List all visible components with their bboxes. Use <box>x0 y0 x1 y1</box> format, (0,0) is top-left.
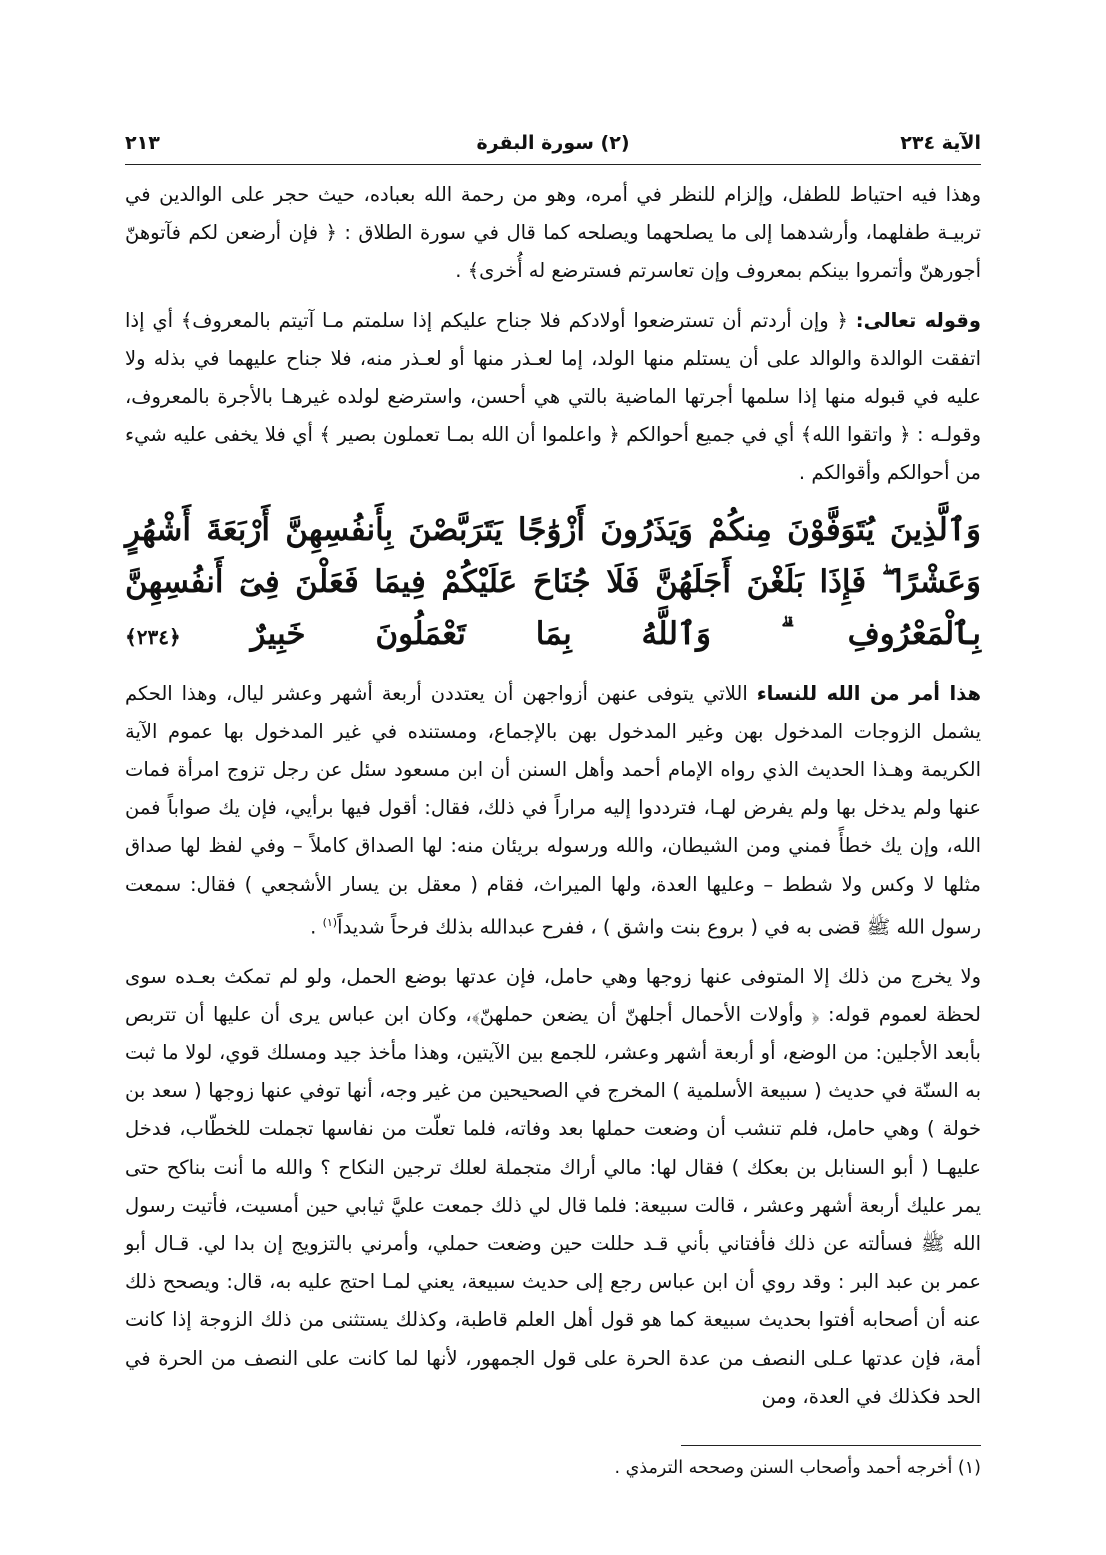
paragraph-2 <box>125 302 981 493</box>
verse-number: ﴿٢٣٤﴾ <box>125 624 181 649</box>
page-header <box>125 126 981 160</box>
page-number: ٢١٣ <box>125 132 160 154</box>
header-surah-title: (٢) سورة البقرة <box>476 132 630 154</box>
paragraph-2-lead: وقوله تعالى: <box>855 308 981 332</box>
quran-verse <box>125 504 981 663</box>
paragraph-2-text: ﴿ وإن أردتم أن تسترضعوا أولادكم فلا جناح عليكم إذا سلمتم مـا آتيتم بالمعروف﴾ أي إذا اتفقت الوالدة والوالد على أن يستلم منها الولد، إما لعـذر منها أو لعـذر منه، فلا جناح عليهما في بذله ولا عليه في قبوله منها إذا سلمها أجرتها الماضية بالتي هي أحسن، واسترضع لولده غيرهـا بالأجرة بالمعروف، وقولـه : ﴿ واتقوا الله﴾ أي في جميع أحوالكم ﴿ واعلموا أن الله بمـا تعملون بصير ﴾ أي فلا يخفى عليه شيء من أحوالكم وأقوالكم . <box>125 308 981 485</box>
page-body <box>125 176 981 1427</box>
header-rule <box>125 164 981 165</box>
quran-verse-text: وَٱلَّذِينَ يُتَوَفَّوْنَ مِنكُمْ وَيَذَرُونَ أَزْوَٰجًا يَتَرَبَّصْنَ بِأَنفُسِهِنَّ أَرْبَعَةَ أَشْهُرٍ وَعَشْرًا ۖ فَإِذَا بَلَغْنَ أَجَلَهُنَّ فَلَا جُنَاحَ عَلَيْكُمْ فِيمَا فَعَلْنَ فِىٓ أَنفُسِهِنَّ بِٱلْمَعْرُوفِ ۗ وَٱللَّهُ بِمَا تَعْمَلُونَ خَبِيرٌ <box>125 511 981 652</box>
paragraph-1: وهذا فيه احتياط للطفل، وإلزام للنظر في أمره، وهو من رحمة الله بعباده، حيث حجر على الوالدين في تربيـة طفلهما، وأرشدهما إلى ما يصلحهما ويصلحه كما قال في سورة الطلاق : ﴿ فإن أرضعن لكم فآتوهنّ أجورهنّ وأتمروا بينكم بمعروف وإن تعاسرتم فسترضع له أُخرى﴾ . <box>125 183 981 283</box>
footnote: (١) أخرجه أحمد وأصحاب السنن وصححه الترمذي . <box>614 1458 981 1478</box>
paragraph-3-text: اللاتي يتوفى عنهن أزواجهن أن يعتددن أربعة أشهر وعشر ليال، وهذا الحكم يشمل الزوجات المدخول بهن وغير المدخول بهن بالإجماع، ومستنده في غير المدخول بها عموم الآية الكريمة وهـذا الحديث الذي رواه الإمام أحمد وأهل السنن أن ابن مسعود سئل عن رجل تزوج امرأة فمات عنها ولم يدخل بها ولم يفرض لهـا، فترددوا إليه مراراً في ذلك، فقال: أقول فيها برأيي، فإن يك صواباً فمن الله، وإن يك خطأً فمني ومن الشيطان، والله ورسوله بريئان منه: لها الصداق كاملاً – وفي لفظ لها صداق مثلها لا وكس ولا شطط – وعليها العدة، ولها الميراث، فقام ( معقل بن يسار الأشجعي ) فقال: سمعت رسول الله ﷺ قضى به في ( بروع بنت واشق ) ، ففرح عبدالله بذلك فرحاً شديداً <box>125 681 981 939</box>
paragraph-4: ولا يخرج من ذلك إلا المتوفى عنها زوجها وهي حامل، فإن عدتها بوضع الحمل، ولو لم تمكث بعـده سوى لحظة لعموم قوله: ﴿ وأولات الأحمال أجلهنّ أن يضعن حملهنّ﴾، وكان ابن عباس يرى أن عليها أن تتربص بأبعد الأجلين: من الوضع، أو أربعة أشهر وعشر، للجمع بين الآيتين، وهذا مأخذ جيد ومسلك قوي، لولا ما ثبت به السنّة في حديث ( سبيعة الأسلمية ) المخرج في الصحيحين من غير وجه، أنها توفي عنها زوجها ( سعد بن خولة ) وهي حامل، فلم تنشب أن وضعت حملها بعد وفاته، فلما تعلّت من نفاسها تجملت للخطّاب، فدخل عليهـا ( أبو السنابل بن بعكك ) فقال لها: مالي أراك متجملة لعلك ترجين النكاح ؟ والله ما أنت بناكح حتى يمر عليك أربعة أشهر وعشر ، قالت سبيعة: فلما قال لي ذلك جمعت عليَّ ثيابي حين أمسيت، فأتيت رسول الله ﷺ فسألته عن ذلك فأفتاني بأني قـد حللت حين وضعت حملي، وأمرني بالتزويج إن بدا لي. قـال أبو عمر بن عبد البر : وقد روي أن ابن عباس رجع إلى حديث سبيعة، يعني لمـا احتج عليه به، قال: ويصحح ذلك عنه أن أصحابه أفتوا بحديث سبيعة كما هو قول أهل العلم قاطبة، وكذلك يستثنى من ذلك الزوجة إذا كانت أمة، فإن عدتها عـلى النصف من عدة الحرة على قول الجمهور، لأنها لما كانت على النصف من الحرة في الحد فكذلك في العدة، ومن <box>125 964 981 1408</box>
header-verse-ref: الآية ٢٣٤ <box>900 132 981 154</box>
footnote-ref[interactable]: (١) <box>322 915 338 929</box>
paragraph-3 <box>125 675 981 947</box>
footnote-separator <box>681 1445 981 1446</box>
paragraph-3-end: . <box>310 915 323 939</box>
paragraph-3-lead: هذا أمر من الله للنساء <box>756 681 981 705</box>
